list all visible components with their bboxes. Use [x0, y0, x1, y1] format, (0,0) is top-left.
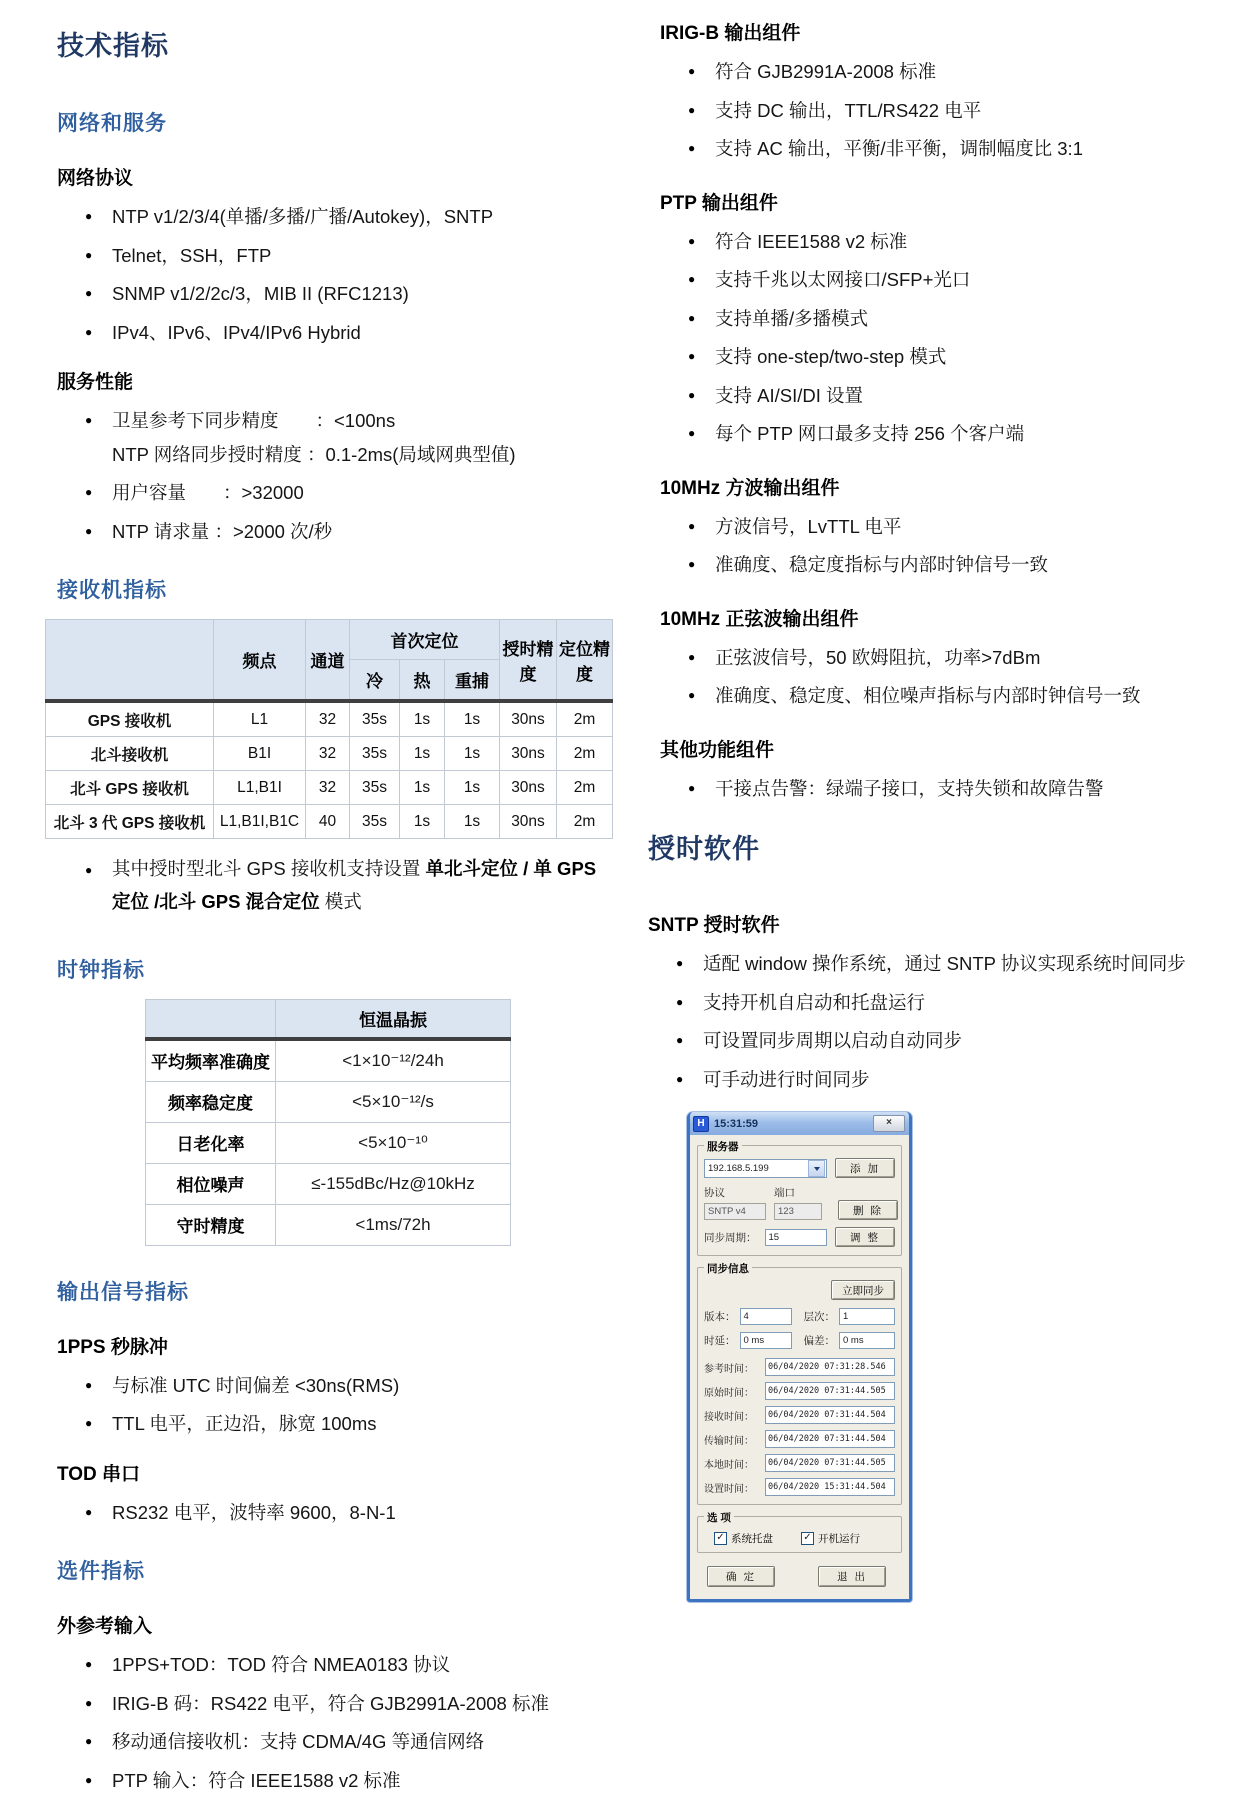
- cell-value: <1×10⁻¹²/24h: [276, 1039, 511, 1082]
- cell-name: GPS 接收机: [46, 701, 214, 737]
- list-item: ● TTL 电平，正边沿，脉宽 100ms: [57, 1411, 612, 1437]
- list-item: ● 支持单播/多播模式: [660, 306, 1200, 332]
- cell-label: 守时精度: [146, 1204, 276, 1245]
- clock-table-corner: [146, 999, 276, 1039]
- protocol-label: 协议: [704, 1187, 725, 1200]
- checkbox-check-icon: ✓: [801, 1532, 814, 1545]
- time-row: [704, 1382, 895, 1400]
- receive-time-field: 06/04/2020 07:31:44.504: [765, 1406, 895, 1424]
- left-column: [45, 16, 612, 1791]
- ref-time-field: 06/04/2020 07:31:28.546: [765, 1358, 895, 1376]
- options-group: [697, 1512, 902, 1553]
- transmit-time-label: 传输时间：: [704, 1435, 754, 1447]
- close-icon: ×: [886, 1117, 892, 1129]
- receiver-table-corner: [46, 620, 214, 702]
- list-item: ● 可手动进行时间同步: [648, 1067, 1200, 1093]
- cell-cold: 35s: [350, 737, 400, 771]
- list-item: ● 准确度、稳定度、相位噪声指标与内部时钟信号一致: [660, 683, 1200, 709]
- right-column: [648, 16, 1200, 1584]
- subsection-ptp-output: PTP 输出组件: [660, 192, 778, 214]
- ref-time-label: 参考时间：: [704, 1363, 754, 1375]
- clock-spec-table: [145, 999, 511, 1246]
- cell-cold: 35s: [350, 805, 400, 839]
- list-item: ● NTP v1/2/3/4(单播/多播/广播/Autokey)，SNTP: [57, 204, 612, 230]
- list-item: ● 每个 PTP 网口最多支持 256 个客户端: [660, 421, 1200, 447]
- cell-hot: 1s: [400, 771, 445, 805]
- cell-timing-acc: 30ns: [500, 805, 557, 839]
- port-label: 端口: [774, 1187, 795, 1200]
- list-item: ● 适配 window 操作系统，通过 SNTP 协议实现系统时间同步: [648, 951, 1200, 977]
- cell-cold: 35s: [350, 701, 400, 737]
- close-button[interactable]: [873, 1115, 905, 1132]
- window-titlebar[interactable]: [690, 1112, 909, 1135]
- cell-value: ≤-155dBc/Hz@10kHz: [276, 1163, 511, 1204]
- cell-timing-acc: 30ns: [500, 737, 557, 771]
- originate-time-label: 原始时间：: [704, 1387, 754, 1399]
- cell-channel: 32: [306, 771, 350, 805]
- options-group-label: 选 项: [704, 1510, 734, 1525]
- local-time-field: 06/04/2020 07:31:44.505: [765, 1454, 895, 1472]
- window-body: [690, 1135, 909, 1599]
- list-item: ● 支持千兆以太网接口/SFP+光口: [660, 267, 1200, 293]
- subsection-service-performance: 服务性能: [57, 372, 134, 394]
- cell-name: 北斗 GPS 接收机: [46, 771, 214, 805]
- table-row: [146, 1122, 511, 1163]
- col-header-first-fix: 首次定位: [350, 620, 500, 660]
- table-row: [146, 1081, 511, 1122]
- cell-hot: 1s: [400, 805, 445, 839]
- col-header-recapture: 重捕: [445, 660, 500, 702]
- note-bold-text: 单北斗定位 / 单 GPS 定位 /北斗 GPS 混合定位: [112, 858, 597, 912]
- network-protocol-list: [45, 204, 612, 345]
- offset-field: 0 ms: [839, 1332, 895, 1349]
- receiver-spec-table: [45, 619, 613, 839]
- cell-timing-acc: 30ns: [500, 701, 557, 737]
- table-row: [146, 1204, 511, 1245]
- stratum-field: 1: [839, 1308, 895, 1325]
- cell-pos-acc: 2m: [557, 805, 613, 839]
- list-item: ● 与标准 UTC 时间偏差 <30ns(RMS): [57, 1373, 612, 1399]
- subsection-sntp-software: SNTP 授时软件: [648, 915, 780, 937]
- subsection-network-protocol: 网络协议: [57, 168, 134, 189]
- delete-button[interactable]: 删 除: [838, 1200, 898, 1220]
- page-title: 技术指标: [57, 31, 169, 61]
- autostart-label: 开机运行: [818, 1533, 860, 1546]
- list-item: ● 移动通信接收机：支持 CDMA/4G 等通信网络: [57, 1729, 612, 1755]
- checkbox-check-icon: ✓: [714, 1532, 727, 1545]
- version-label: 版本：: [704, 1311, 736, 1324]
- cell-freq: B1I: [214, 737, 306, 771]
- add-button[interactable]: 添 加: [835, 1158, 895, 1178]
- cell-hot: 1s: [400, 737, 445, 771]
- transmit-time-field: 06/04/2020 07:31:44.504: [765, 1430, 895, 1448]
- dropdown-arrow-icon[interactable]: [808, 1160, 825, 1177]
- list-item: ● 可设置同步周期以启动自动同步: [648, 1028, 1200, 1054]
- cell-label: 平均频率准确度: [146, 1039, 276, 1082]
- col-header-hot: 热: [400, 660, 445, 702]
- list-item: ● IPv4、IPv6、IPv4/IPv6 Hybrid: [57, 320, 612, 346]
- list-item: ● 用户容量 ：>32000: [57, 480, 612, 506]
- delay-label: 时延：: [704, 1335, 736, 1348]
- time-row: [704, 1454, 895, 1472]
- list-item: ● 准确度、稳定度指标与内部时钟信号一致: [660, 552, 1200, 578]
- cell-name: 北斗接收机: [46, 737, 214, 771]
- list-item: ● 1PPS+TOD：TOD 符合 NMEA0183 协议: [57, 1652, 612, 1678]
- list-item: ● RS232 电平，波特率 9600，8-N-1: [57, 1500, 612, 1526]
- note-text: 模式: [319, 890, 362, 912]
- list-item: ● 支持 one-step/two-step 模式: [660, 344, 1200, 370]
- service-performance-list: [45, 408, 612, 544]
- list-item: ● 干接点告警：绿端子接口，支持失锁和故障告警: [660, 776, 1200, 802]
- list-item: ● PTP 输入：符合 IEEE1588 v2 标准: [57, 1768, 612, 1793]
- list-item: ● Telnet，SSH，FTP: [57, 243, 612, 269]
- sntp-software-list: [648, 951, 1200, 1092]
- server-select-value: 192.168.5.199: [708, 1162, 769, 1174]
- table-row: [146, 1039, 511, 1082]
- cell-channel: 32: [306, 701, 350, 737]
- list-item: ● 符合 GJB2991A-2008 标准: [660, 59, 1200, 85]
- section-output-signal: 输出信号指标: [57, 1280, 189, 1304]
- cell-channel: 40: [306, 805, 350, 839]
- server-group-label: 服务器: [704, 1139, 742, 1154]
- window-title: 15:31:59: [714, 1117, 759, 1130]
- col-header-pos-acc: 定位精度: [557, 620, 613, 702]
- cell-cold: 35s: [350, 771, 400, 805]
- list-item: ● 支持开机自启动和托盘运行: [648, 990, 1200, 1016]
- cell-recapture: 1s: [445, 701, 500, 737]
- sync-period-label: 同步周期：: [704, 1231, 757, 1244]
- version-field: 4: [740, 1308, 792, 1325]
- originate-time-field: 06/04/2020 07:31:44.505: [765, 1382, 895, 1400]
- col-header-cold: 冷: [350, 660, 400, 702]
- subsection-10mhz-sine: 10MHz 正弦波输出组件: [660, 608, 859, 630]
- pps-list: [45, 1373, 612, 1437]
- cell-label: 频率稳定度: [146, 1081, 276, 1122]
- other-functions-list: [648, 776, 1200, 802]
- autostart-checkbox[interactable]: [801, 1531, 860, 1546]
- sync-info-group: [697, 1263, 902, 1505]
- ptp-list: [648, 229, 1200, 447]
- section-option-specs: 选件指标: [57, 1560, 145, 1584]
- cell-hot: 1s: [400, 701, 445, 737]
- list-item: ● 支持 AI/SI/DI 设置: [660, 383, 1200, 409]
- table-row: [46, 805, 613, 839]
- sync-period-field[interactable]: 15: [765, 1229, 828, 1246]
- cell-name: 北斗 3 代 GPS 接收机: [46, 805, 214, 839]
- time-row: [704, 1478, 895, 1496]
- sntp-client-window: [687, 1112, 912, 1602]
- local-time-label: 本地时间：: [704, 1459, 754, 1471]
- col-header-timing-acc: 授时精度: [500, 620, 557, 702]
- exit-button[interactable]: 退 出: [818, 1566, 886, 1587]
- ok-button[interactable]: 确 定: [707, 1566, 775, 1587]
- set-time-label: 设置时间：: [704, 1483, 754, 1495]
- receiver-note: [57, 853, 612, 918]
- cell-freq: L1: [214, 701, 306, 737]
- cell-pos-acc: 2m: [557, 737, 613, 771]
- subsection-tod: TOD 串口: [57, 1463, 141, 1485]
- square-wave-list: [648, 514, 1200, 578]
- list-item: ● 方波信号，LvTTL 电平: [660, 514, 1200, 540]
- list-item: ● SNMP v1/2/2c/3，MIB II (RFC1213): [57, 281, 612, 307]
- subsection-ext-ref: 外参考输入: [57, 1616, 153, 1638]
- section-network-services: 网络和服务: [57, 112, 167, 135]
- ext-ref-list: [45, 1652, 612, 1793]
- delay-field: 0 ms: [740, 1332, 792, 1349]
- cell-pos-acc: 2m: [557, 771, 613, 805]
- list-item: ● IRIG-B 码：RS422 电平，符合 GJB2991A-2008 标准: [57, 1691, 612, 1717]
- col-header-channel: 通道: [306, 620, 350, 702]
- cell-label: 相位噪声: [146, 1163, 276, 1204]
- stratum-label: 层次：: [803, 1311, 835, 1324]
- perf-line-1: ● 卫星参考下同步精度 ：<100ns: [112, 410, 396, 432]
- protocol-field: SNTP v4: [704, 1203, 766, 1220]
- sync-info-group-label: 同步信息: [704, 1261, 752, 1276]
- perf-line-2: NTP 网络同步授时精度 ：0.1-2ms(局域网典型值): [112, 443, 516, 465]
- subsection-1pps: 1PPS 秒脉冲: [57, 1336, 168, 1358]
- cell-value: <5×10⁻¹²/s: [276, 1081, 511, 1122]
- list-item: ● 符合 IEEE1588 v2 标准: [660, 229, 1200, 255]
- server-select[interactable]: [704, 1159, 827, 1178]
- sync-now-button[interactable]: 立即同步: [831, 1280, 895, 1300]
- cell-timing-acc: 30ns: [500, 771, 557, 805]
- section-receiver-specs: 接收机指标: [57, 579, 167, 603]
- time-row: [704, 1430, 895, 1448]
- cell-value: <5×10⁻¹⁰: [276, 1122, 511, 1163]
- receive-time-label: 接收时间：: [704, 1411, 754, 1423]
- system-tray-checkbox[interactable]: [714, 1531, 773, 1546]
- table-row: [146, 1163, 511, 1204]
- cell-recapture: 1s: [445, 737, 500, 771]
- list-item: ● NTP 请求量 ：>2000 次/秒: [57, 519, 612, 545]
- section-timing-software: 授时软件: [648, 834, 760, 865]
- app-icon: H: [693, 1116, 709, 1132]
- system-tray-label: 系统托盘: [731, 1533, 773, 1546]
- time-row: [704, 1406, 895, 1424]
- list-item: [57, 408, 612, 467]
- irig-list: [648, 59, 1200, 162]
- cell-recapture: 1s: [445, 771, 500, 805]
- server-group: [697, 1141, 902, 1256]
- cell-recapture: 1s: [445, 805, 500, 839]
- cell-freq: L1,B1I: [214, 771, 306, 805]
- cell-value: <1ms/72h: [276, 1204, 511, 1245]
- col-header-ocxo: 恒温晶振: [276, 999, 511, 1039]
- table-row: [46, 701, 613, 737]
- sine-wave-list: [648, 645, 1200, 709]
- time-row: [704, 1358, 895, 1376]
- cell-channel: 32: [306, 737, 350, 771]
- table-row: [46, 771, 613, 805]
- list-item: ● 支持 DC 输出，TTL/RS422 电平: [660, 98, 1200, 124]
- offset-label: 偏差：: [803, 1335, 835, 1348]
- col-header-freq: 频点: [214, 620, 306, 702]
- cell-freq: L1,B1I,B1C: [214, 805, 306, 839]
- note-text: 其中授时型北斗 GPS 接收机支持设置: [112, 858, 426, 880]
- subsection-irig-output: IRIG-B 输出组件: [660, 23, 801, 44]
- adjust-button[interactable]: 调 整: [835, 1227, 895, 1247]
- subsection-other-functions: 其他功能组件: [660, 739, 775, 761]
- cell-pos-acc: 2m: [557, 701, 613, 737]
- subsection-10mhz-square: 10MHz 方波输出组件: [660, 477, 840, 499]
- section-clock-specs: 时钟指标: [57, 958, 145, 982]
- list-item: ● 正弦波信号，50 欧姆阻抗，功率>7dBm: [660, 645, 1200, 671]
- set-time-field: 06/04/2020 15:31:44.504: [765, 1478, 895, 1496]
- tod-list: [45, 1500, 612, 1526]
- table-row: [46, 737, 613, 771]
- cell-label: 日老化率: [146, 1122, 276, 1163]
- port-field: 123: [774, 1203, 822, 1220]
- list-item: ● 支持 AC 输出，平衡/非平衡，调制幅度比 3:1: [660, 136, 1200, 162]
